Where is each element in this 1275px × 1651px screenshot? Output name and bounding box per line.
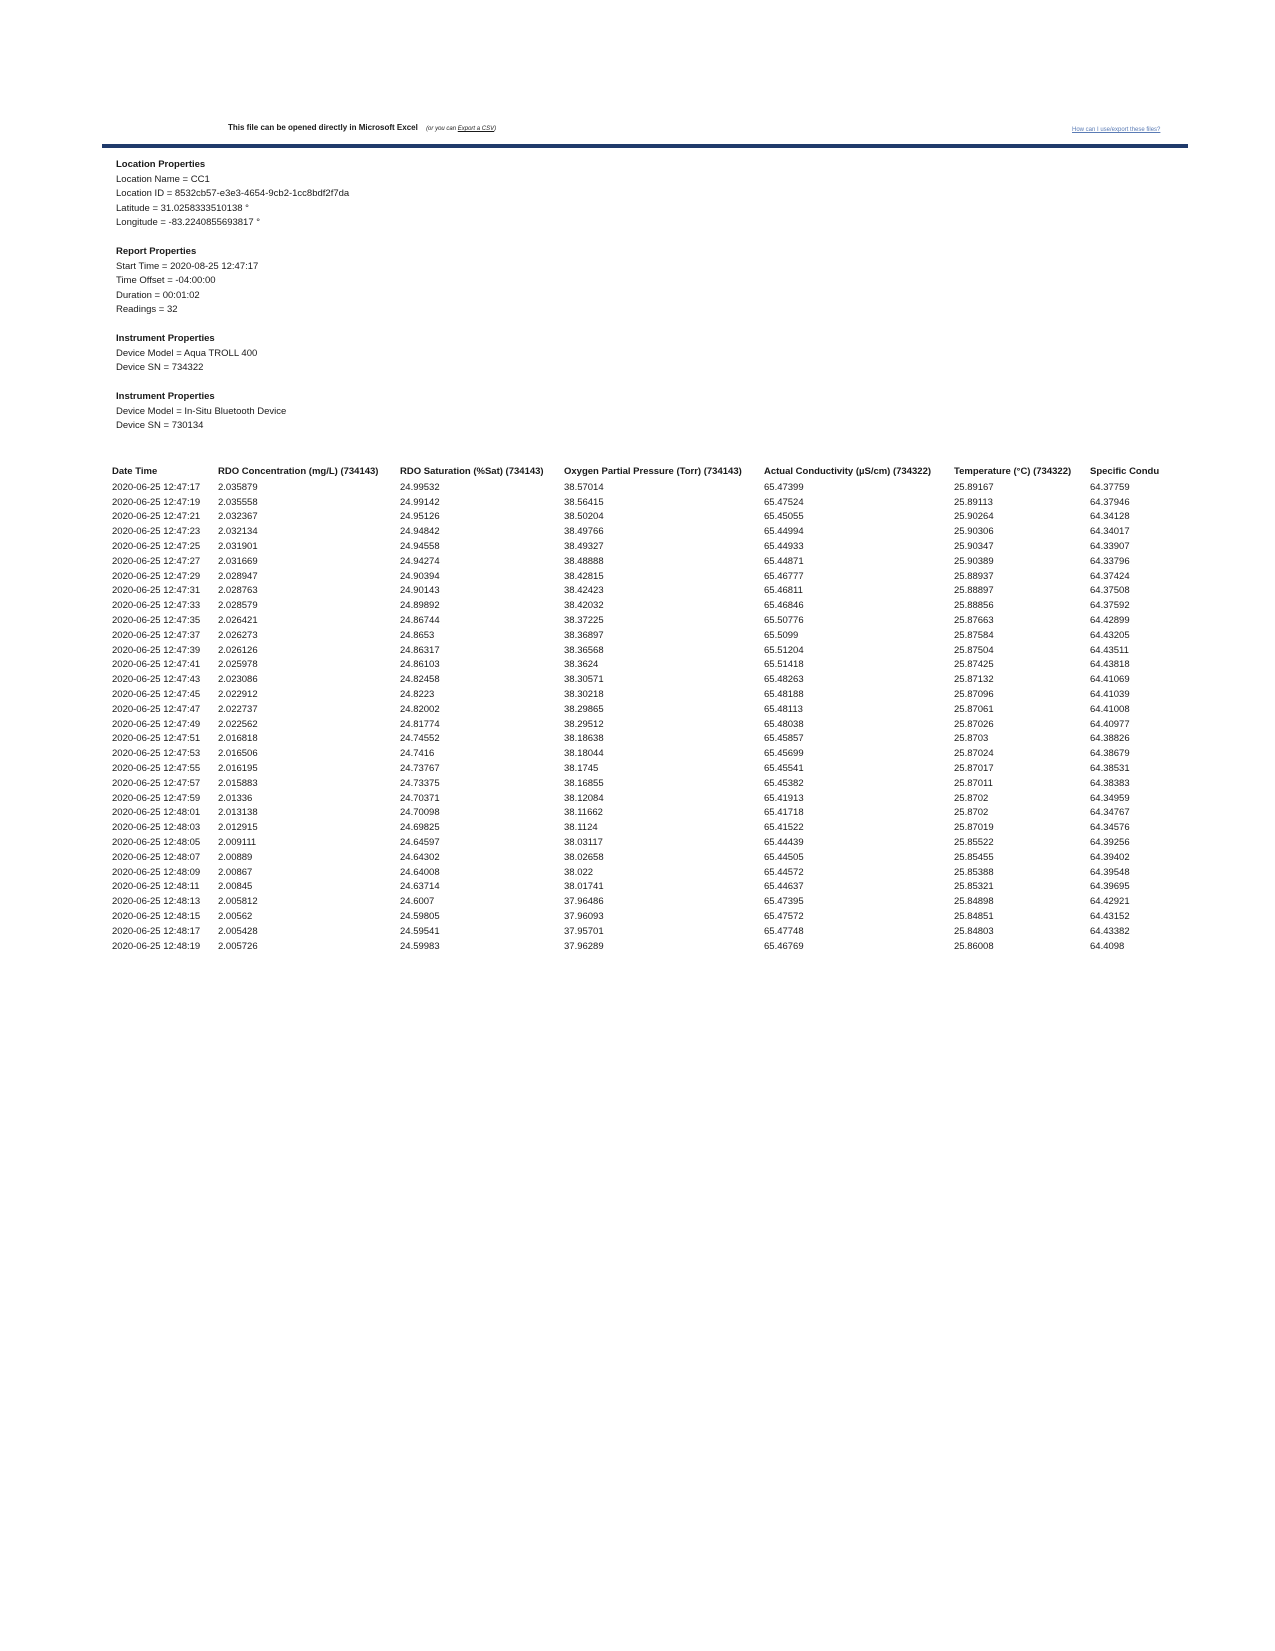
table-cell: 25.87026 [954, 718, 994, 730]
table-cell: 65.48188 [764, 688, 804, 700]
table-cell: 38.1745 [564, 762, 599, 774]
table-cell: 38.01741 [564, 881, 604, 893]
table-cell: 25.87061 [954, 703, 994, 715]
table-body [112, 481, 1188, 955]
table-cell: 38.16855 [564, 777, 604, 789]
help-link[interactable]: How can I use/export these files? [1072, 127, 1161, 133]
table-cell: 64.38826 [1090, 733, 1130, 745]
table-cell: 2.00889 [218, 851, 253, 863]
table-cell: 25.87011 [954, 777, 993, 789]
table-cell: 2020-06-25 12:48:07 [112, 851, 201, 863]
properties-panel [116, 158, 349, 448]
table-cell: 2.012915 [218, 822, 258, 834]
table-cell: 38.29865 [564, 703, 604, 715]
table-cell: 38.48888 [564, 555, 604, 567]
table-cell: 24.99532 [400, 481, 440, 493]
table-cell: 38.42815 [564, 570, 604, 582]
table-cell: 25.8702 [954, 792, 989, 804]
table-cell: 64.34128 [1090, 511, 1130, 523]
table-cell: 38.29512 [564, 718, 604, 730]
property-line: Device SN = 734322 [116, 362, 204, 373]
table-cell: 24.86317 [400, 644, 440, 656]
table-cell: 24.82002 [400, 703, 440, 715]
table-cell: 37.95701 [564, 925, 604, 937]
table-row [112, 481, 1188, 496]
table-cell: 37.96093 [564, 910, 604, 922]
table-cell: 25.85455 [954, 851, 994, 863]
table-cell: 64.37759 [1090, 481, 1130, 493]
table-cell: 24.81774 [400, 718, 440, 730]
table-cell: 2020-06-25 12:47:27 [112, 555, 201, 567]
table-cell: 2020-06-25 12:48:17 [112, 925, 201, 937]
table-cell: 2020-06-25 12:47:49 [112, 718, 201, 730]
table-cell: 25.87017 [954, 762, 994, 774]
table-cell: 2020-06-25 12:47:31 [112, 585, 201, 597]
table-cell: 65.47399 [764, 481, 804, 493]
table-cell: 64.43818 [1090, 659, 1130, 671]
report-properties [116, 245, 349, 318]
table-cell: 24.95126 [400, 511, 440, 523]
table-cell: 2020-06-25 12:47:23 [112, 526, 201, 538]
table-cell: 64.37508 [1090, 585, 1130, 597]
table-cell: 38.30571 [564, 674, 604, 686]
table-row [112, 525, 1188, 540]
table-cell: 2020-06-25 12:47:35 [112, 614, 201, 626]
table-row [112, 777, 1188, 792]
table-cell: 2020-06-25 12:47:19 [112, 496, 201, 508]
table-cell: 2.016818 [218, 733, 258, 745]
table-cell: 25.84803 [954, 925, 994, 937]
property-line: Duration = 00:01:02 [116, 289, 200, 301]
table-cell: 24.90143 [400, 585, 440, 597]
table-cell: 65.48263 [764, 674, 804, 686]
table-cell: 25.85388 [954, 866, 994, 878]
table-cell: 2020-06-25 12:47:53 [112, 748, 201, 760]
table-cell: 2.00562 [218, 910, 253, 922]
table-cell: 65.44871 [764, 555, 804, 567]
table-cell: 65.45857 [764, 733, 804, 745]
table-cell: 2.028763 [218, 585, 258, 597]
table-cell: 2020-06-25 12:47:33 [112, 600, 201, 612]
table-row [112, 496, 1188, 511]
table-cell: 2020-06-25 12:47:47 [112, 703, 201, 715]
table-row [112, 599, 1188, 614]
table-cell: 38.50204 [564, 511, 604, 523]
table-cell: 24.94842 [400, 526, 440, 538]
table-cell: 2.035879 [218, 481, 258, 493]
table-cell: 64.33796 [1090, 555, 1130, 567]
table-cell: 64.42899 [1090, 614, 1130, 626]
excel-notice [228, 123, 496, 132]
table-cell: 65.46846 [764, 600, 804, 612]
table-row [112, 644, 1188, 659]
table-cell: 38.18638 [564, 733, 604, 745]
table-cell: 64.4098 [1090, 940, 1125, 952]
table-cell: 24.8223 [400, 688, 435, 700]
table-cell: 2.015883 [218, 777, 258, 789]
table-cell: 2.022912 [218, 688, 258, 700]
property-line: Start Time = 2020-08-25 12:47:17 [116, 260, 259, 272]
header-divider [102, 144, 1188, 148]
table-cell: 38.18044 [564, 748, 604, 760]
table-cell: 2020-06-25 12:47:41 [112, 659, 201, 671]
table-cell: 65.46811 [764, 585, 803, 597]
table-cell: 64.34767 [1090, 807, 1130, 819]
location-properties [116, 158, 349, 231]
table-row [112, 836, 1188, 851]
property-line: Device Model = Aqua TROLL 400 [116, 347, 258, 359]
table-cell: 24.89892 [400, 600, 440, 612]
table-cell: 65.44439 [764, 836, 804, 848]
table-header-row [112, 465, 1188, 481]
table-cell: 64.43382 [1090, 925, 1130, 937]
table-cell: 25.90389 [954, 555, 994, 567]
table-cell: 24.94558 [400, 540, 440, 552]
table-cell: 2020-06-25 12:48:13 [112, 896, 201, 908]
column-header: Actual Conductivity (µS/cm) (734322) [764, 466, 932, 477]
property-line: Readings = 32 [116, 304, 178, 315]
property-line: Longitude = -83.2240855693817 ° [116, 217, 261, 228]
table-cell: 2020-06-25 12:48:05 [112, 836, 201, 848]
table-cell: 65.44572 [764, 866, 804, 878]
readings-table [112, 465, 1188, 954]
table-cell: 25.84898 [954, 896, 994, 908]
table-cell: 64.38383 [1090, 777, 1130, 789]
table-cell: 24.90394 [400, 570, 440, 582]
table-cell: 2.035558 [218, 496, 258, 508]
table-cell: 65.47572 [764, 910, 804, 922]
table-cell: 37.96486 [564, 896, 604, 908]
table-cell: 64.40977 [1090, 718, 1130, 730]
table-cell: 64.37946 [1090, 496, 1130, 508]
table-cell: 24.82458 [400, 674, 440, 686]
table-cell: 24.8653 [400, 629, 435, 641]
table-cell: 64.43152 [1090, 910, 1130, 922]
table-cell: 25.87663 [954, 614, 994, 626]
property-line: Latitude = 31.0258333510138 ° [116, 202, 249, 214]
table-row [112, 851, 1188, 866]
table-row [112, 866, 1188, 881]
table-cell: 2020-06-25 12:47:17 [112, 481, 201, 493]
table-cell: 64.37424 [1090, 570, 1130, 582]
table-cell: 2.026273 [218, 629, 258, 641]
table-cell: 2.028947 [218, 570, 258, 582]
table-cell: 25.90347 [954, 540, 994, 552]
table-row [112, 792, 1188, 807]
section-title: Report Properties [116, 246, 197, 257]
table-row [112, 880, 1188, 895]
table-cell: 24.73767 [400, 762, 440, 774]
table-cell: 2020-06-25 12:48:11 [112, 881, 200, 893]
table-cell: 65.48113 [764, 703, 803, 715]
table-cell: 2.026126 [218, 644, 258, 656]
table-cell: 2.031669 [218, 555, 258, 567]
table-cell: 65.51204 [764, 644, 804, 656]
export-note: (or you can Export a CSV) [426, 126, 497, 132]
property-line: Device Model = In-Situ Bluetooth Device [116, 405, 287, 417]
table-cell: 38.022 [564, 866, 594, 878]
table-cell: 64.41008 [1090, 703, 1130, 715]
table-cell: 64.37592 [1090, 600, 1130, 612]
table-cell: 25.88897 [954, 585, 994, 597]
property-line: Location ID = 8532cb57-e3e3-4654-9cb2-1cc8bdf2f7da [116, 188, 350, 199]
table-cell: 24.64302 [400, 851, 440, 863]
table-cell: 2020-06-25 12:47:21 [112, 511, 201, 523]
table-cell: 2020-06-25 12:48:03 [112, 822, 201, 834]
table-cell: 2.022562 [218, 718, 258, 730]
table-cell: 65.46769 [764, 940, 804, 952]
table-cell: 64.34017 [1090, 526, 1130, 538]
export-csv-link[interactable]: Export a CSV [457, 126, 495, 132]
table-row [112, 703, 1188, 718]
table-cell: 65.41522 [764, 822, 804, 834]
table-cell: 24.94274 [400, 555, 440, 567]
table-cell: 2.00845 [218, 881, 253, 893]
table-cell: 25.86008 [954, 940, 994, 952]
table-cell: 38.56415 [564, 496, 604, 508]
table-cell: 65.41913 [764, 792, 804, 804]
table-cell: 2020-06-25 12:47:55 [112, 762, 201, 774]
table-cell: 2.032367 [218, 511, 258, 523]
table-cell: 2.028579 [218, 600, 258, 612]
table-cell: 38.11662 [564, 807, 603, 819]
table-cell: 2020-06-25 12:48:19 [112, 940, 201, 952]
table-cell: 64.41039 [1090, 688, 1130, 700]
table-cell: 2020-06-25 12:47:57 [112, 777, 201, 789]
table-cell: 38.36897 [564, 629, 604, 641]
table-cell: 24.99142 [400, 496, 440, 508]
table-cell: 24.64008 [400, 866, 440, 878]
table-cell: 64.34576 [1090, 822, 1130, 834]
table-cell: 24.73375 [400, 777, 440, 789]
table-cell: 65.51418 [764, 659, 804, 671]
table-cell: 25.90264 [954, 511, 994, 523]
table-row [112, 895, 1188, 910]
table-cell: 2020-06-25 12:47:59 [112, 792, 201, 804]
table-cell: 65.41718 [764, 807, 804, 819]
table-cell: 65.44637 [764, 881, 804, 893]
table-cell: 2020-06-25 12:47:37 [112, 629, 201, 641]
column-header: Date Time [112, 466, 158, 477]
table-cell: 2.005812 [218, 896, 258, 908]
table-cell: 2.023086 [218, 674, 258, 686]
table-cell: 65.45055 [764, 511, 804, 523]
table-cell: 65.45699 [764, 748, 804, 760]
table-cell: 64.43511 [1090, 644, 1129, 656]
table-cell: 25.87096 [954, 688, 994, 700]
table-cell: 65.46777 [764, 570, 804, 582]
table-cell: 2.009111 [218, 836, 257, 848]
table-cell: 2.022737 [218, 703, 258, 715]
table-cell: 38.49766 [564, 526, 604, 538]
table-row [112, 510, 1188, 525]
excel-notice-title: This file can be opened directly in Microsoft Excel [228, 123, 418, 132]
table-row [112, 570, 1188, 585]
property-line: Location Name = CC1 [116, 173, 210, 185]
table-cell: 2.016195 [218, 762, 258, 774]
table-cell: 25.85522 [954, 836, 994, 848]
property-line: Device SN = 730134 [116, 420, 204, 431]
table-cell: 24.86744 [400, 614, 440, 626]
table-cell: 38.42423 [564, 585, 604, 597]
property-line: Time Offset = -04:00:00 [116, 275, 216, 286]
table-row [112, 673, 1188, 688]
table-row [112, 747, 1188, 762]
table-row [112, 584, 1188, 599]
table-row [112, 910, 1188, 925]
table-cell: 64.34959 [1090, 792, 1130, 804]
table-cell: 38.02658 [564, 851, 604, 863]
table-cell: 64.42921 [1090, 896, 1130, 908]
table-cell: 25.88937 [954, 570, 994, 582]
section-title: Instrument Properties [116, 333, 215, 344]
table-cell: 24.74552 [400, 733, 440, 745]
table-cell: 2020-06-25 12:47:25 [112, 540, 201, 552]
table-cell: 38.03117 [564, 836, 603, 848]
table-cell: 38.49327 [564, 540, 604, 552]
table-cell: 65.50776 [764, 614, 804, 626]
table-cell: 25.89113 [954, 496, 993, 508]
table-cell: 64.33907 [1090, 540, 1130, 552]
table-row [112, 614, 1188, 629]
table-cell: 64.39256 [1090, 836, 1130, 848]
table-cell: 2.005428 [218, 925, 258, 937]
table-cell: 64.43205 [1090, 629, 1130, 641]
table-cell: 38.3624 [564, 659, 599, 671]
table-cell: 2020-06-25 12:47:51 [112, 733, 201, 745]
table-cell: 2020-06-25 12:47:43 [112, 674, 201, 686]
table-cell: 25.87504 [954, 644, 994, 656]
column-header: Specific Condu [1090, 466, 1160, 477]
table-cell: 64.38531 [1090, 762, 1130, 774]
table-cell: 2.016506 [218, 748, 258, 760]
column-header: RDO Concentration (mg/L) (734143) [218, 466, 379, 477]
table-cell: 2020-06-25 12:48:01 [112, 807, 201, 819]
table-cell: 25.8702 [954, 807, 989, 819]
table-cell: 24.59805 [400, 910, 440, 922]
table-cell: 37.96289 [564, 940, 604, 952]
table-cell: 38.36568 [564, 644, 604, 656]
instrument-properties-2 [116, 390, 349, 434]
table-row [112, 658, 1188, 673]
table-cell: 25.87132 [954, 674, 994, 686]
table-cell: 25.84851 [954, 910, 994, 922]
table-cell: 65.47748 [764, 925, 804, 937]
table-cell: 25.88856 [954, 600, 994, 612]
table-cell: 25.87019 [954, 822, 994, 834]
column-header: Oxygen Partial Pressure (Torr) (734143) [564, 466, 742, 477]
section-title: Location Properties [116, 159, 206, 170]
table-cell: 65.44505 [764, 851, 804, 863]
table-row [112, 555, 1188, 570]
readings-table-container [112, 465, 1188, 965]
table-cell: 24.59983 [400, 940, 440, 952]
column-header: RDO Saturation (%Sat) (734143) [400, 466, 544, 477]
table-cell: 65.44994 [764, 526, 804, 538]
column-header: Temperature (°C) (734322) [954, 466, 1072, 477]
table-cell: 25.90306 [954, 526, 994, 538]
table-cell: 65.45382 [764, 777, 804, 789]
table-cell: 24.70098 [400, 807, 440, 819]
table-cell: 25.85321 [954, 881, 994, 893]
table-cell: 65.48038 [764, 718, 804, 730]
table-cell: 24.70371 [400, 792, 440, 804]
table-cell: 64.41069 [1090, 674, 1130, 686]
table-cell: 38.42032 [564, 600, 604, 612]
table-cell: 24.64597 [400, 836, 440, 848]
table-cell: 64.38679 [1090, 748, 1130, 760]
table-cell: 25.8703 [954, 733, 989, 745]
table-cell: 38.12084 [564, 792, 604, 804]
table-cell: 2020-06-25 12:48:09 [112, 866, 201, 878]
table-cell: 2.032134 [218, 526, 258, 538]
table-cell: 24.6007 [400, 896, 435, 908]
table-cell: 25.87024 [954, 748, 994, 760]
table-row [112, 821, 1188, 836]
table-cell: 24.86103 [400, 659, 440, 671]
table-row [112, 925, 1188, 940]
table-cell: 2.01336 [218, 792, 253, 804]
table-cell: 24.7416 [400, 748, 435, 760]
section-title: Instrument Properties [116, 391, 215, 402]
table-cell: 24.69825 [400, 822, 440, 834]
table-cell: 2.026421 [218, 614, 258, 626]
table-cell: 2020-06-25 12:47:45 [112, 688, 201, 700]
table-cell: 24.59541 [400, 925, 440, 937]
table-cell: 2.013138 [218, 807, 258, 819]
table-cell: 65.45541 [764, 762, 804, 774]
table-cell: 65.44933 [764, 540, 804, 552]
instrument-properties-1 [116, 332, 349, 376]
table-row [112, 718, 1188, 733]
table-cell: 2.031901 [218, 540, 258, 552]
table-cell: 25.87584 [954, 629, 994, 641]
table-row [112, 732, 1188, 747]
table-cell: 38.37225 [564, 614, 604, 626]
table-cell: 38.1124 [564, 822, 598, 834]
table-cell: 64.39548 [1090, 866, 1130, 878]
table-row [112, 688, 1188, 703]
table-row [112, 629, 1188, 644]
table-cell: 2020-06-25 12:47:29 [112, 570, 201, 582]
table-cell: 64.39695 [1090, 881, 1130, 893]
table-row [112, 540, 1188, 555]
table-cell: 2.005726 [218, 940, 258, 952]
table-row [112, 762, 1188, 777]
table-cell: 2020-06-25 12:48:15 [112, 910, 201, 922]
table-cell: 25.87425 [954, 659, 994, 671]
table-cell: 38.30218 [564, 688, 604, 700]
table-cell: 38.57014 [564, 481, 604, 493]
table-cell: 2.00867 [218, 866, 253, 878]
table-cell: 25.89167 [954, 481, 994, 493]
table-cell: 64.39402 [1090, 851, 1130, 863]
table-row [112, 940, 1188, 955]
table-cell: 65.5099 [764, 629, 799, 641]
table-row [112, 806, 1188, 821]
table-cell: 24.63714 [400, 881, 440, 893]
table-cell: 2020-06-25 12:47:39 [112, 644, 201, 656]
table-cell: 65.47524 [764, 496, 804, 508]
table-cell: 2.025978 [218, 659, 258, 671]
table-cell: 65.47395 [764, 896, 804, 908]
